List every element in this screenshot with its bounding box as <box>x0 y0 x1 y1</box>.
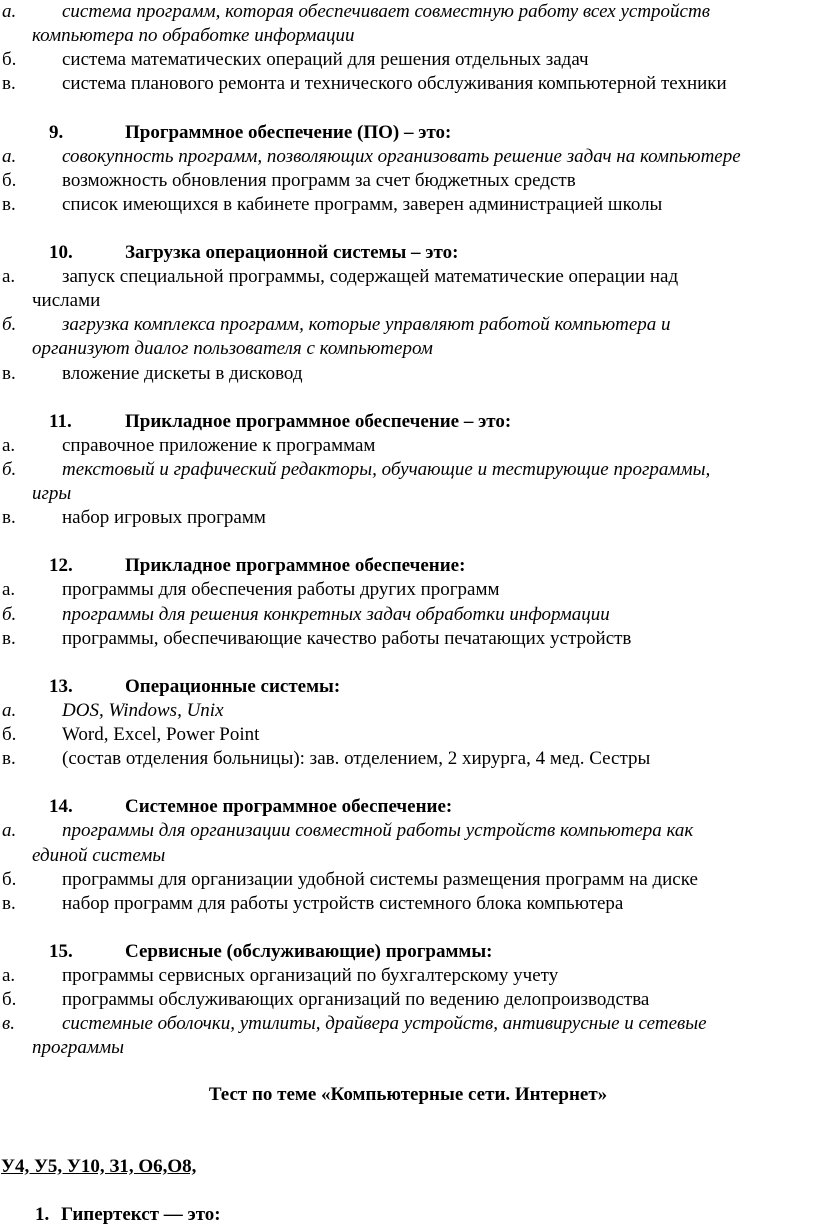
answer-text: системные оболочки, утилиты, драйвера устройств, антивирусные и сетевые <box>62 1013 707 1035</box>
answer-text: набор программ для работы устройств системного блока компьютера <box>62 892 624 914</box>
question-number: 13. <box>49 675 73 697</box>
answer-option-line <box>0 506 816 530</box>
question-number: 10. <box>49 242 73 263</box>
answer-letter: в. <box>2 748 16 770</box>
answer-text: система планового ремонта и технического обслуживания компьютерной техники <box>62 73 727 95</box>
answer-option-line <box>0 1012 816 1036</box>
question-heading <box>0 410 816 434</box>
answer-option-line <box>0 265 816 289</box>
answer-option-line <box>0 362 816 386</box>
question-heading <box>0 554 816 578</box>
question-text: Сервисные (обслуживающие) программы: <box>125 940 493 962</box>
answer-option-line <box>0 145 816 169</box>
test-title: Тест по теме «Компьютерные сети. Интернет» <box>208 1084 608 1105</box>
answer-text: программы, обеспечивающие качество работы печатающих устройств <box>62 627 632 649</box>
answer-option-line <box>0 699 816 723</box>
question-number: 14. <box>49 796 73 818</box>
answer-letter: а. <box>2 579 16 601</box>
question-number: 1. <box>35 1204 50 1225</box>
answer-letter: а. <box>2 820 17 842</box>
answer-text: набор игровых программ <box>62 507 266 529</box>
answer-letter: а. <box>2 699 17 721</box>
question-heading <box>0 241 816 265</box>
answer-text: программы обслуживающих организаций по ведению делопроизводства <box>62 989 650 1011</box>
answer-text: программы сервисных организаций по бухгалтерскому учету <box>62 965 559 986</box>
answer-option-line <box>0 988 816 1012</box>
question-text: Гипертекст — это: <box>61 1204 221 1225</box>
answer-letter: в. <box>2 507 16 529</box>
answer-text: DOS, Windows, Unix <box>62 699 224 721</box>
answer-text: программы для организации совместной работы устройств компьютера как <box>62 820 694 842</box>
answer-letter: в. <box>2 193 16 215</box>
answer-letter: в. <box>2 1013 15 1035</box>
question-heading <box>0 940 816 964</box>
question-text: Операционные системы: <box>125 675 341 697</box>
answer-text: запуск специальной программы, содержащей математические операции над <box>62 266 679 288</box>
answer-option-line <box>0 24 816 48</box>
answer-option-line <box>0 578 816 602</box>
answer-text: (состав отделения больницы): зав. отделением, 2 хирурга, 4 мед. Сестры <box>62 748 651 770</box>
answer-letter: в. <box>2 73 16 95</box>
answer-letter: в. <box>2 627 16 649</box>
answer-letter: б. <box>2 314 17 336</box>
answer-option-line <box>0 1036 816 1060</box>
question-heading <box>0 795 816 819</box>
question-heading <box>0 121 816 145</box>
question-number: 12. <box>49 555 73 577</box>
answer-letter: б. <box>2 603 17 625</box>
question-number: 9. <box>49 121 64 143</box>
answer-letter: а. <box>2 266 16 288</box>
answer-text: справочное приложение к программам <box>62 434 376 456</box>
answer-option-line <box>0 844 816 868</box>
answer-option-line <box>0 747 816 771</box>
answer-option-line <box>0 892 816 916</box>
answer-option-line <box>0 169 816 193</box>
answer-option-line <box>0 964 816 988</box>
answer-option-line <box>0 313 816 337</box>
competency-codes: У4, У5, У10, З1, О6,О8, <box>1 1156 197 1177</box>
answer-letter: а. <box>2 1 17 22</box>
answer-text: система программ, которая обеспечивает совместную работу всех устройств <box>62 1 710 22</box>
question-text: Прикладное программное обеспечение: <box>125 555 466 577</box>
answer-text-continuation: игры <box>32 483 72 504</box>
answer-letter: в. <box>2 362 16 384</box>
answer-text: программы для обеспечения работы других программ <box>62 579 500 601</box>
answer-text-continuation: организуют диалог пользователя с компьютером <box>32 338 433 360</box>
answer-option-line <box>0 819 816 843</box>
answer-letter: б. <box>2 868 17 890</box>
answer-text: система математических операций для решения отдельных задач <box>62 49 589 71</box>
answer-text-continuation: числами <box>32 290 101 312</box>
answer-text-continuation: единой системы <box>32 844 166 866</box>
answer-option-line <box>0 193 816 217</box>
answer-letter: а. <box>2 965 16 986</box>
answer-letter: а. <box>2 145 17 167</box>
answer-option-line <box>0 337 816 361</box>
answer-option-line <box>0 72 816 96</box>
question-text: Прикладное программное обеспечение – это: <box>125 410 512 432</box>
answer-text-continuation: компьютера по обработке информации <box>32 25 355 47</box>
answer-text: программы для решения конкретных задач обработки информации <box>62 603 610 625</box>
answer-option-line <box>0 603 816 627</box>
answer-text: совокупность программ, позволяющих организовать решение задач на компьютере <box>62 145 741 167</box>
question-number: 15. <box>49 940 73 962</box>
answer-text: вложение дискеты в дисковод <box>62 362 303 384</box>
answer-text: возможность обновления программ за счет бюджетных средств <box>62 169 576 191</box>
answer-option-line <box>0 868 816 892</box>
answer-option-line <box>0 289 816 313</box>
answer-text-continuation: программы <box>32 1037 125 1059</box>
question-heading <box>0 675 816 699</box>
answer-option-line <box>0 0 816 24</box>
answer-option-line <box>0 434 816 458</box>
answer-letter: в. <box>2 892 16 914</box>
answer-text: загрузка комплекса программ, которые управляют работой компьютера и <box>62 314 671 336</box>
answer-text: Word, Excel, Power Point <box>62 724 260 745</box>
question-text: Системное программное обеспечение: <box>125 796 453 818</box>
answer-option-line <box>0 627 816 651</box>
answer-option-line <box>0 482 816 506</box>
answer-text: список имеющихся в кабинете программ, заверен администрацией школы <box>62 193 663 215</box>
answer-letter: б. <box>2 169 17 191</box>
answer-text: программы для организации удобной системы размещения программ на диске <box>62 868 698 890</box>
question-text: Программное обеспечение (ПО) – это: <box>125 121 452 143</box>
answer-letter: а. <box>2 434 16 456</box>
question-heading <box>0 1203 816 1227</box>
answer-letter: б. <box>2 724 17 745</box>
question-number: 11. <box>49 410 72 432</box>
answer-letter: б. <box>2 458 17 480</box>
answer-option-line <box>0 458 816 482</box>
question-text: Загрузка операционной системы – это: <box>125 242 459 263</box>
answer-option-line <box>0 48 816 72</box>
answer-letter: б. <box>2 989 17 1011</box>
answer-option-line <box>0 723 816 747</box>
answer-letter: б. <box>2 49 17 71</box>
answer-text: текстовый и графический редакторы, обучающие и тестирующие программы, <box>62 458 711 480</box>
